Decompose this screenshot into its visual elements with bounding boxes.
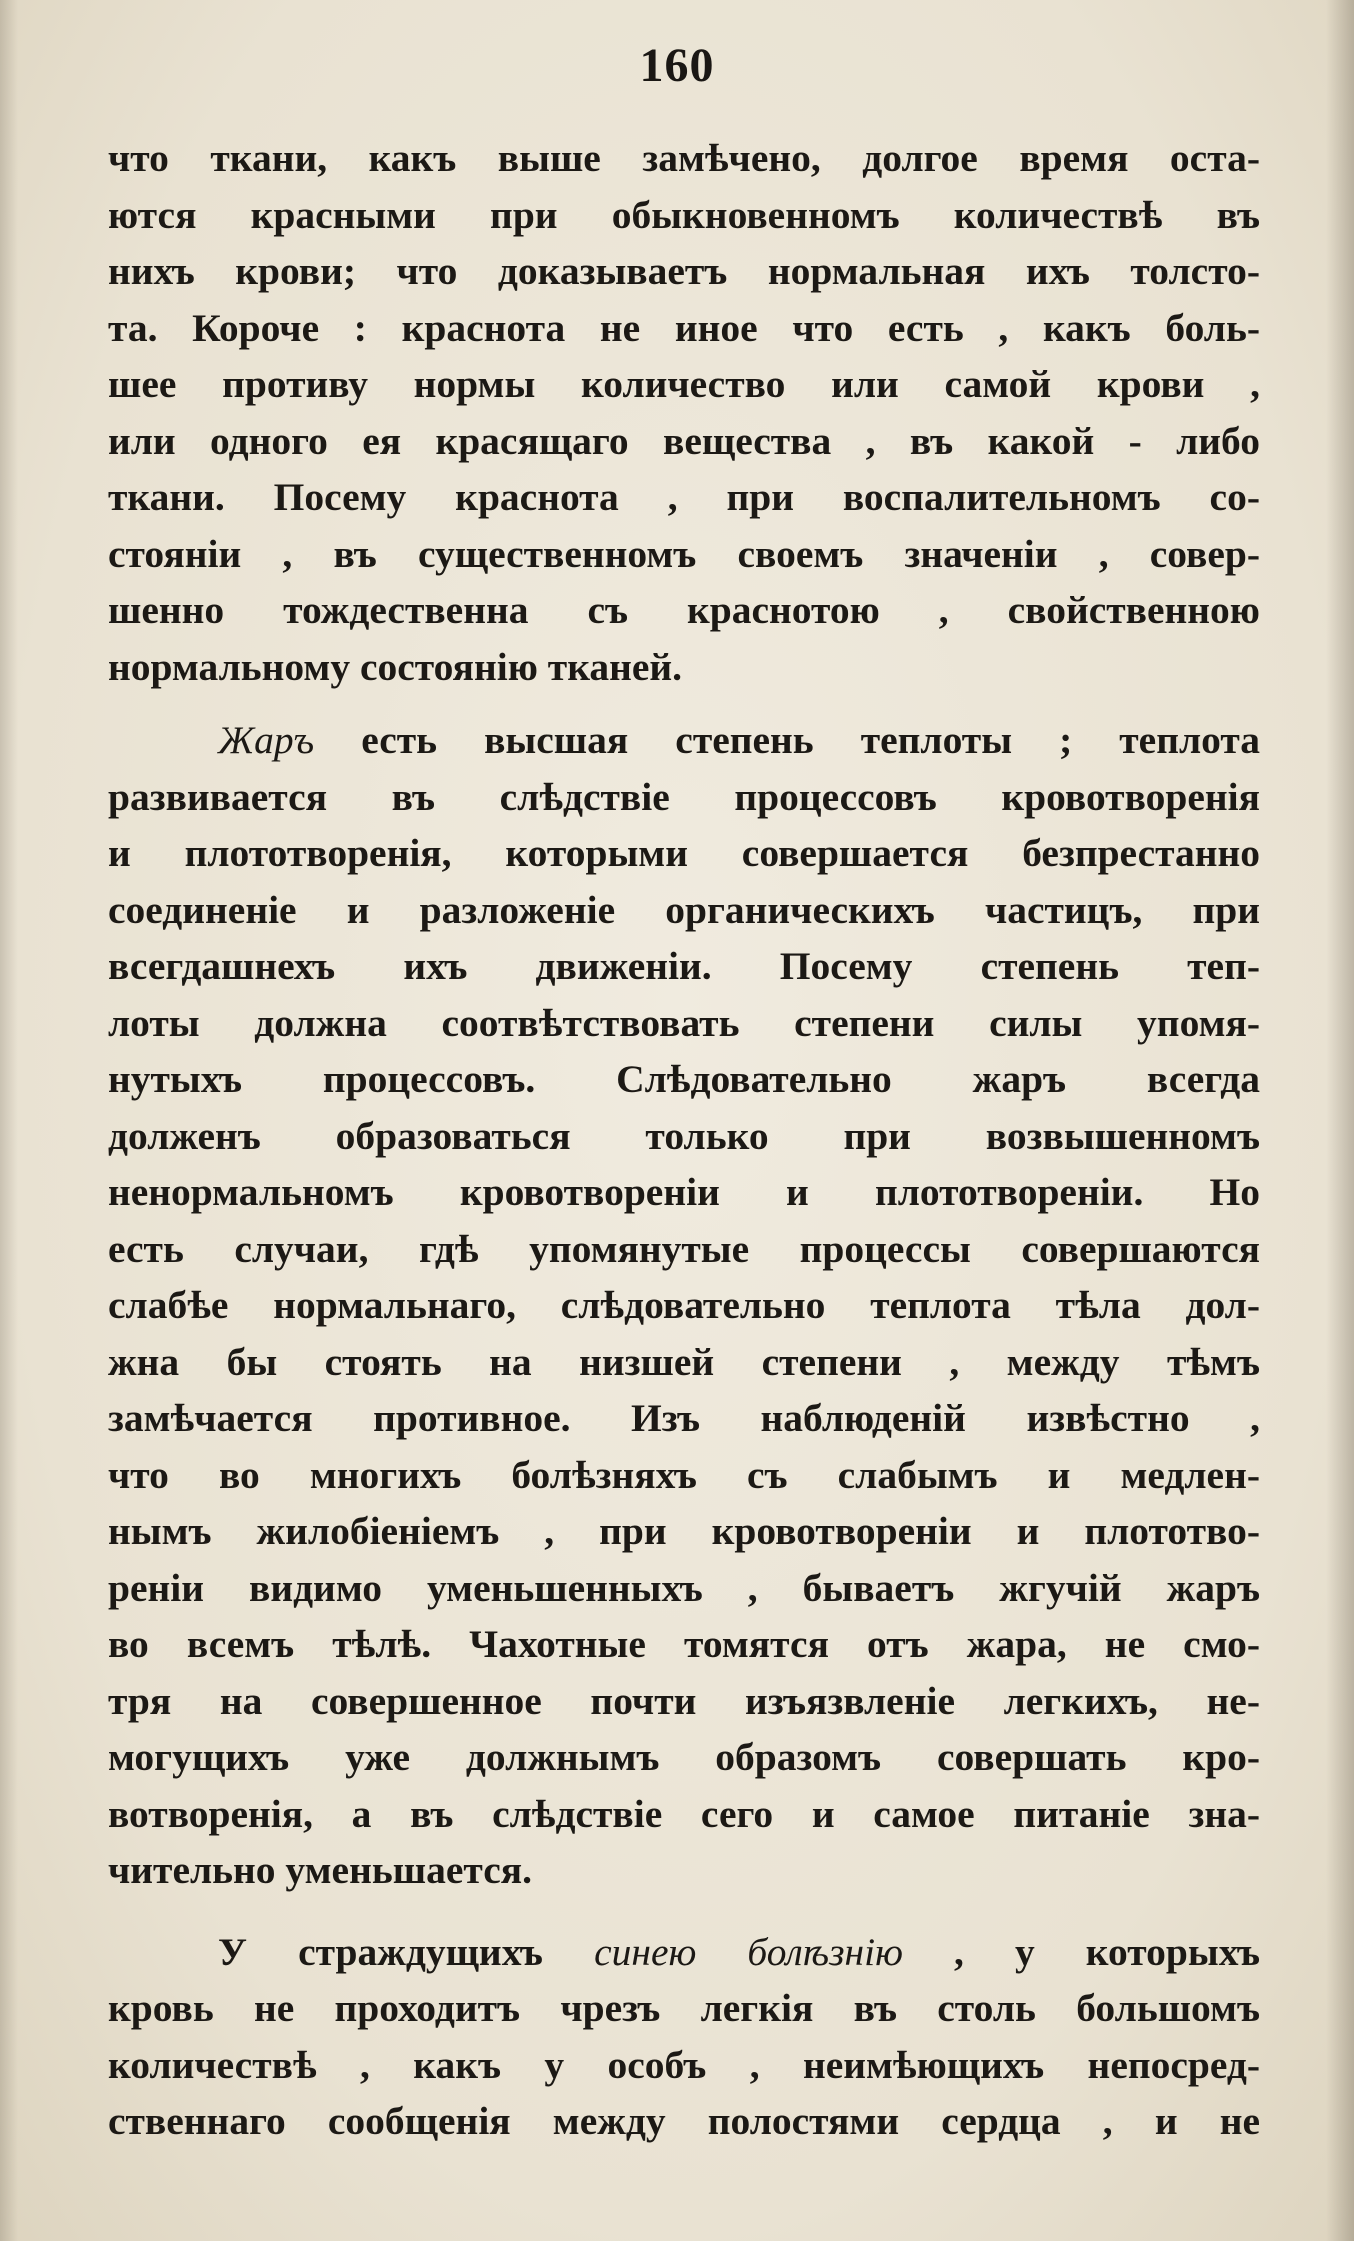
text-line: могущихъ уже должнымъ образомъ совершать кро- (108, 1735, 1260, 1779)
italic-term: синею болѣзнію (594, 1929, 903, 1974)
text-line: та. Короче : краснота не иное что есть , какъ боль- (108, 305, 1260, 350)
text-line: всегдашнехъ ихъ движеніи. Посему степень теп- (108, 944, 1260, 988)
paragraph-heat (108, 712, 1260, 1899)
text-line: чительно уменьшается. (108, 1848, 533, 1892)
text-line: шее противу нормы количество или самой крови , (108, 362, 1260, 406)
body-text (108, 130, 1260, 2150)
text-line: вотворенія, а въ слѣдствіе сего и самое питаніе зна- (108, 1791, 1260, 1836)
text-run: есть высшая степень теплоты ; теплота (314, 718, 1260, 762)
text-line: ткани. Посему краснота , при воспалительномъ со- (108, 475, 1260, 519)
paragraph-redness (108, 130, 1260, 695)
text-line: что во многихъ болѣзняхъ съ слабымъ и медлен- (108, 1452, 1260, 1497)
text-line: лоты должна соотвѣтствовать степени силы упомя- (108, 1000, 1260, 1045)
text-line: есть случаи, гдѣ упомянутые процессы совершаются (108, 1226, 1260, 1271)
text-line: слабѣе нормальнаго, слѣдовательно теплота тѣла дол- (108, 1283, 1260, 1327)
paragraph-blue-disease (108, 1924, 1260, 2150)
text-line-first (108, 712, 1260, 769)
page-left-shadow (0, 0, 18, 2241)
text-line: реніи видимо уменьшенныхъ , бываетъ жгучій жаръ (108, 1565, 1260, 1610)
italic-term: Жаръ (218, 718, 315, 762)
text-line-first (108, 1924, 1260, 1981)
text-line: нихъ крови; что доказываетъ нормальная ихъ толсто- (108, 249, 1260, 293)
text-line: и плототворенія, которыми совершается безпрестанно (108, 831, 1260, 875)
text-line: стояніи , въ существенномъ своемъ значеніи , совер- (108, 531, 1260, 576)
text-line: соединеніе и разложеніе органическихъ частицъ, при (108, 887, 1260, 932)
text-line: кровь не проходитъ чрезъ легкія въ столь большомъ (108, 1986, 1260, 2030)
text-run: , у которыхъ (902, 1929, 1260, 1974)
paragraph-gap (108, 1899, 1260, 1924)
text-line: во всемъ тѣлѣ. Чахотные томятся отъ жара, не смо- (108, 1622, 1260, 1666)
text-line: тря на совершенное почти изъязвленіе легкихъ, не- (108, 1678, 1260, 1723)
page-number: 160 (639, 39, 715, 92)
text-line: долженъ образоваться только при возвышенномъ (108, 1113, 1260, 1158)
text-line: нымъ жилобіеніемъ , при кровотвореніи и плототво- (108, 1509, 1260, 1553)
paragraph-gap (108, 695, 1260, 712)
text-line: нутыхъ процессовъ. Слѣдовательно жаръ всегда (108, 1057, 1260, 1101)
text-line: шенно тождественна съ краснотою , свойственною (108, 588, 1260, 632)
text-line: количествѣ , какъ у особъ , неимѣющихъ непосред- (108, 2042, 1260, 2087)
text-line: ственнаго сообщенія между полостями сердца , и не (108, 2099, 1260, 2143)
text-line: развивается въ слѣдствіе процессовъ кровотворенія (108, 774, 1260, 819)
text-line: ются красными при обыкновенномъ количествѣ въ (108, 192, 1260, 237)
page-right-shadow (1326, 0, 1354, 2241)
text-line: нормальному состоянію тканей. (108, 644, 683, 689)
text-run: У страждущихъ (218, 1929, 595, 1974)
text-line: замѣчается противное. Изъ наблюденій извѣстно , (108, 1396, 1260, 1440)
text-line: жна бы стоять на низшей степени , между тѣмъ (108, 1339, 1260, 1384)
text-line: что ткани, какъ выше замѣчено, долгое время оста- (108, 136, 1260, 180)
text-line: или одного ея красящаго вещества , въ какой - либо (108, 418, 1260, 463)
text-line: ненормальномъ кровотвореніи и плототвореніи. Но (108, 1170, 1260, 1214)
